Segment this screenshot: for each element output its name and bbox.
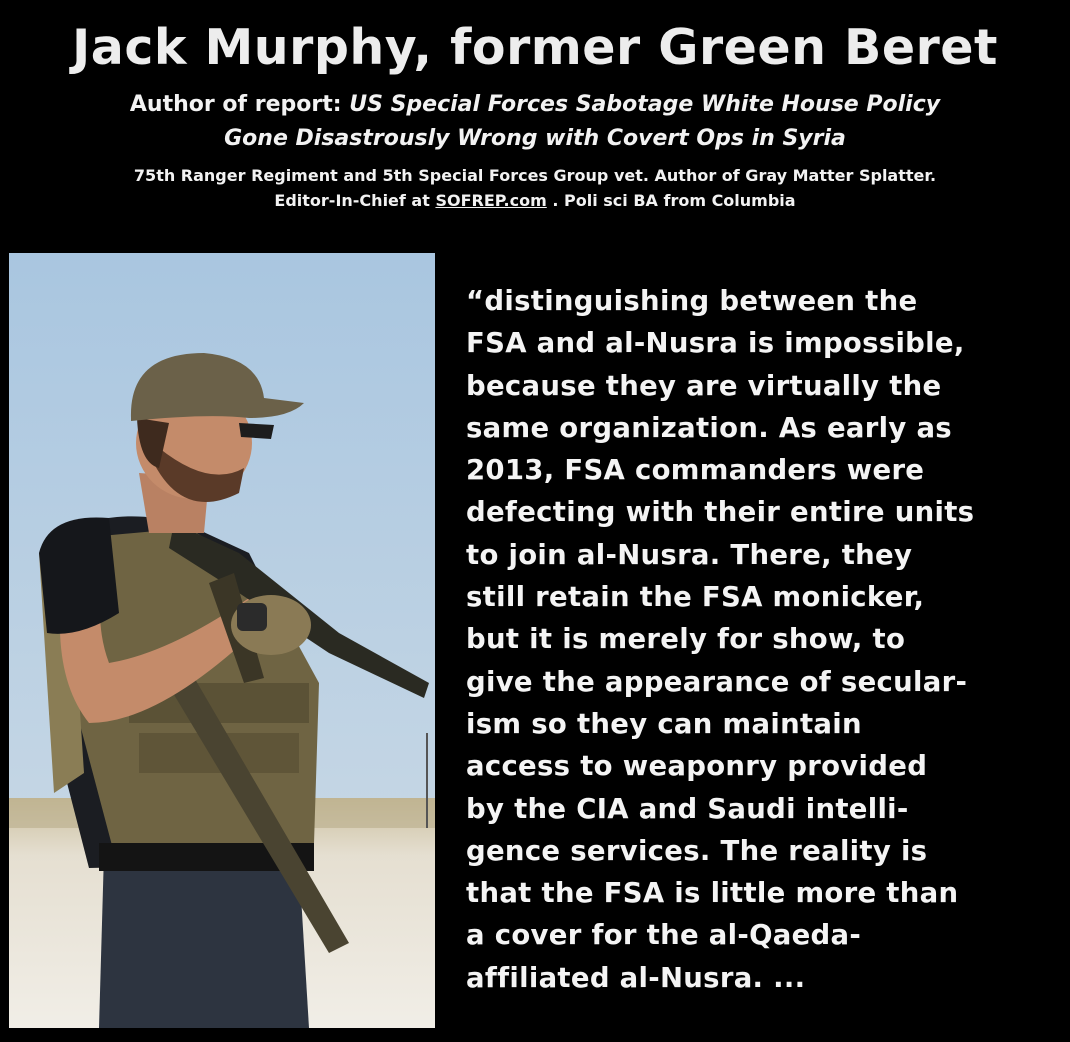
report-title-part-1: US Special Forces Sabotage White House Policy (349, 92, 941, 117)
quote-block (466, 280, 1066, 999)
quote-line: affiliated al-Nusra. ... (466, 961, 806, 994)
sofrep-link[interactable]: SOFREP.com (435, 191, 547, 210)
page-title: Jack Murphy, former Green Beret (72, 19, 998, 76)
bio-editor-prefix: Editor-In-Chief at (274, 191, 430, 210)
quote-line: same organization. As early as (466, 411, 952, 444)
quote-line: give the appearance of secular- (466, 665, 968, 698)
report-prefix: Author of report: (129, 92, 342, 117)
quote-line: FSA and al-Nusra is impossible, (466, 327, 965, 360)
quote-line: defecting with their entire units (466, 496, 975, 529)
report-title-part-2: Gone Disastrously Wrong with Covert Ops in Syria (224, 126, 846, 151)
soldier-photo (9, 253, 435, 1028)
quote-line: because they are virtually the (466, 369, 942, 402)
quote-line: to join al-Nusra. There, they (466, 538, 913, 571)
quote-line: but it is merely for show, to (466, 623, 906, 656)
quote-line: a cover for the al-Qaeda- (466, 919, 862, 952)
bio-line-1: 75th Ranger Regiment and 5th Special Forces Group vet. Author of Gray Matter Splatter. (133, 166, 937, 185)
soldier-illustration (9, 253, 435, 1028)
quote-line: gence services. The reality is (466, 834, 928, 867)
report-line-1 (0, 88, 1070, 122)
quote-line: access to weaponry provided (466, 750, 928, 783)
quote-line: “distinguishing between the (466, 285, 918, 317)
quote-line: still retain the FSA monicker, (466, 581, 925, 614)
bio-line-2 (0, 188, 1070, 213)
bio-editor-suffix: . Poli sci BA from Columbia (552, 191, 796, 210)
quote-line: 2013, FSA commanders were (466, 454, 925, 487)
report-credit (0, 88, 1070, 156)
quote-line: by the CIA and Saudi intelli- (466, 792, 909, 825)
quote-line: ism so they can maintain (466, 707, 862, 740)
author-bio (0, 163, 1070, 213)
quote-line: that the FSA is little more than (466, 877, 959, 910)
